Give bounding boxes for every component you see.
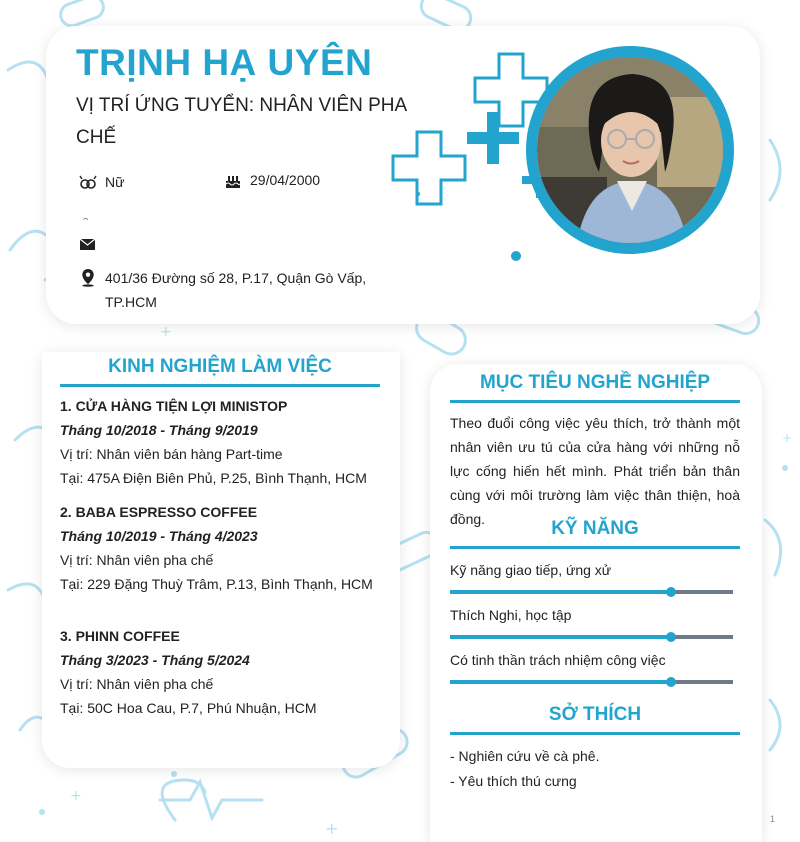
hobby-item: - Nghiên cứu về cà phê. (450, 748, 600, 764)
page-number: 1 (770, 814, 776, 824)
dob-info (224, 172, 320, 189)
candidate-name: TRỊNH HẠ UYÊN (76, 42, 373, 83)
header-card (46, 26, 760, 324)
location-pin-icon (79, 268, 97, 287)
gender-info (79, 174, 124, 191)
experience-list (60, 394, 390, 730)
job-period: Tháng 3/2023 - Tháng 5/2024 (60, 652, 250, 668)
hobbies-title: SỞ THÍCH (450, 704, 740, 735)
job-period: Tháng 10/2019 - Tháng 4/2023 (60, 528, 258, 544)
skill-bar-fill (450, 635, 671, 639)
skill-item (450, 562, 740, 594)
gender-icon (79, 175, 97, 191)
job-item (60, 500, 390, 596)
profile-photo-frame (526, 46, 734, 254)
envelope-icon (79, 236, 97, 252)
svg-text:+: + (782, 431, 793, 445)
job-period: Tháng 10/2018 - Tháng 9/2019 (60, 422, 258, 438)
birthday-cake-icon (224, 173, 242, 189)
job-role: Vị trí: Nhân viên bán hàng Part-time (60, 446, 283, 462)
address-info (79, 266, 379, 314)
hobby-item: - Yêu thích thú cưng (450, 773, 577, 789)
email-info (79, 235, 105, 252)
skill-bar (450, 590, 733, 594)
skill-label: Thích Nghi, học tập (450, 607, 572, 623)
dob-value: 29/04/2000 (250, 172, 321, 188)
svg-text:+: + (325, 819, 339, 838)
skill-label: Có tinh thần trách nhiệm công việc (450, 652, 666, 668)
objective-text: Theo đuổi công việc yêu thích, trở thành một nhân viên ưu tú của cửa hàng với những nỗ lực cống hiến hết mình. Phát triển bản thân cùng với môi trường làm việc thân thiện, hoà đồng. (450, 415, 740, 527)
job-company: 3. PHINN COFFEE (60, 628, 180, 644)
job-item (60, 624, 390, 720)
skill-bar-knob (666, 677, 676, 687)
job-location: Tại: 475A Điện Biên Phủ, P.25, Bình Thạnh, HCM (60, 470, 367, 486)
skill-item (450, 607, 740, 639)
gender-value: Nữ (105, 174, 125, 190)
applied-position: VỊ TRÍ ỨNG TUYỂN: NHÂN VIÊN PHA CHẾ (76, 95, 407, 148)
job-company: 2. BABA ESPRESSO COFFEE (60, 504, 258, 520)
address-value: 401/36 Đường số 28, P.17, Quận Gò Vấp, TP.HCM (105, 270, 367, 310)
right-column-card (430, 364, 762, 842)
skill-label: Kỹ năng giao tiếp, ứng xử (450, 562, 612, 578)
svg-text:+: + (160, 324, 172, 340)
hobbies-list (450, 744, 599, 794)
svg-text:+: + (70, 788, 82, 804)
job-role: Vị trí: Nhân viên pha chế (60, 676, 214, 692)
job-role: Vị trí: Nhân viên pha chế (60, 552, 214, 568)
job-location: Tại: 50C Hoa Cau, P.7, Phú Nhuận, HCM (60, 700, 317, 716)
experience-title: KINH NGHIỆM LÀM VIỆC (60, 356, 380, 387)
skills-title: KỸ NĂNG (450, 518, 740, 549)
phone-info (81, 217, 99, 224)
experience-card (42, 352, 400, 768)
job-item (60, 394, 390, 490)
skill-bar-knob (666, 587, 676, 597)
skill-bar-fill (450, 590, 671, 594)
phone-icon (81, 218, 91, 224)
skill-bar (450, 680, 733, 684)
profile-photo (537, 57, 723, 243)
skill-item (450, 652, 740, 684)
skill-bar (450, 635, 733, 639)
skill-bar-fill (450, 680, 671, 684)
skill-bar-knob (666, 632, 676, 642)
job-company: 1. CỬA HÀNG TIỆN LỢI MINISTOP (60, 398, 288, 414)
objective-title: MỤC TIÊU NGHỀ NGHIỆP (450, 372, 740, 403)
job-location: Tại: 229 Đặng Thuỳ Trâm, P.13, Bình Thạnh, HCM (60, 576, 373, 592)
